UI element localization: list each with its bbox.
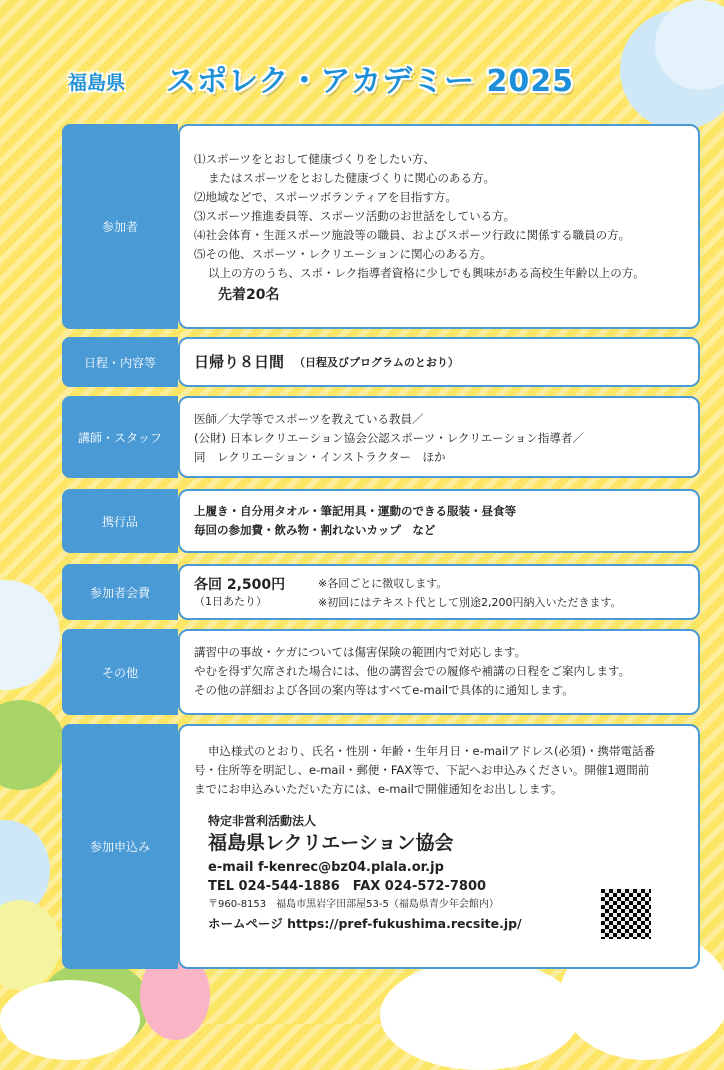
row-content: [178, 629, 700, 715]
balloon-decoration: [0, 700, 65, 790]
balloon-decoration: [0, 580, 60, 690]
row-content: [178, 489, 700, 553]
fee-per-day: （1日あたり）: [194, 595, 267, 608]
page-title: スポレク・アカデミー 2025: [166, 64, 575, 99]
text-line: ⑶スポーツ推進委員等、スポーツ活動のお世話をしている方。: [194, 209, 516, 223]
text-line: 以上の方のうち、スポ・レク指導者資格に少しでも興味がある高校生年齢以上の方。: [208, 266, 645, 280]
schedule-main: 日帰り８日間: [194, 352, 285, 371]
text-line: 号・住所等を明記し、e-mail・郵便・FAX等で、下記へお申込みください。開催1週間前: [194, 763, 650, 777]
info-row-application: [62, 724, 700, 969]
info-row-staff: [62, 396, 700, 478]
text-line: 上履き・自分用タオル・筆記用具・運動のできる服装・昼食等: [194, 504, 516, 518]
text-line: ⑴スポーツをとおして健康づくりをしたい方、: [194, 152, 436, 166]
text-line: 講習中の事故・ケガについては傷害保険の範囲内で対応します。: [194, 645, 527, 659]
email-text[interactable]: e-mail f-kenrec@bz04.plala.or.jp: [208, 860, 444, 875]
fee-amount: 各回 2,500円: [194, 577, 286, 593]
org-type: 特定非営利活動法人: [208, 814, 317, 828]
prefecture-label: 福島県: [68, 72, 126, 94]
qr-code[interactable]: [598, 886, 654, 942]
address-text: 〒960-8153 福島市黒岩字田部屋53-5（福島県青少年会館内）: [208, 899, 499, 910]
text-line: 医師／大学等でスポーツを教えている教員／: [194, 412, 424, 426]
text-line: 毎回の参加費・飲み物・割れないカップ など: [194, 523, 436, 537]
row-label: 携行品: [62, 489, 178, 553]
text-line: やむを得ず欠席された場合には、他の講習会での履修や補講の日程をご案内します。: [194, 664, 631, 678]
row-label: その他: [62, 629, 178, 715]
info-row-other: [62, 629, 700, 715]
text-line: 同 レクリエーション・インストラクター ほか: [194, 450, 446, 464]
info-row-belongings: [62, 489, 700, 553]
schedule-sub: （日程及びプログラムのとおり）: [294, 355, 459, 369]
info-row-fee: [62, 564, 700, 620]
text-line: ⑸その他、スポーツ・レクリエーションに関心のある方。: [194, 247, 492, 261]
row-label: 日程・内容等: [62, 337, 178, 387]
phone-fax-text: TEL 024-544-1886 FAX 024-572-7800: [208, 879, 487, 894]
org-name: 福島県レクリエーション協会: [208, 832, 454, 854]
page-header: [0, 52, 724, 108]
fee-note: ※初回にはテキスト代として別途2,200円納入いただきます。: [318, 596, 622, 609]
row-label: 参加申込み: [62, 724, 178, 969]
homepage-link[interactable]: ホームページ https://pref-fukushima.recsite.jp/: [208, 916, 522, 931]
row-content: [178, 724, 700, 969]
row-label: 参加者: [62, 124, 178, 329]
row-label: 参加者会費: [62, 564, 178, 620]
row-content: [178, 564, 700, 620]
text-line: ⑵地域などで、スポーツボランティアを目指す方。: [194, 190, 457, 204]
balloon-decoration: [0, 980, 140, 1060]
balloon-decoration: [380, 960, 580, 1070]
row-content: [178, 337, 700, 387]
text-line: 申込様式のとおり、氏名・性別・年齢・生年月日・e-mailアドレス(必須)・携帯電話番: [208, 744, 655, 758]
text-line: ⑷社会体育・生涯スポーツ施設等の職員、およびスポーツ行政に関係する職員の方。: [194, 228, 631, 242]
text-line: その他の詳細および各回の案内等はすべてe-mailで具体的に通知します。: [194, 683, 574, 697]
text-line: またはスポーツをとおした健康づくりに関心のある方。: [208, 171, 496, 185]
info-row-schedule: [62, 337, 700, 387]
capacity-note: 先着20名: [218, 287, 280, 303]
text-line: までにお申込みいただいた方には、e-mailで開催通知をお出しします。: [194, 782, 563, 796]
row-label: 講師・スタッフ: [62, 396, 178, 478]
row-content: [178, 396, 700, 478]
info-row-participants: [62, 124, 700, 329]
fee-note: ※各回ごとに徴収します。: [318, 577, 448, 590]
row-content: [178, 124, 700, 329]
text-line: (公財) 日本レクリエーション協会公認スポーツ・レクリエーション指導者／: [194, 431, 584, 445]
